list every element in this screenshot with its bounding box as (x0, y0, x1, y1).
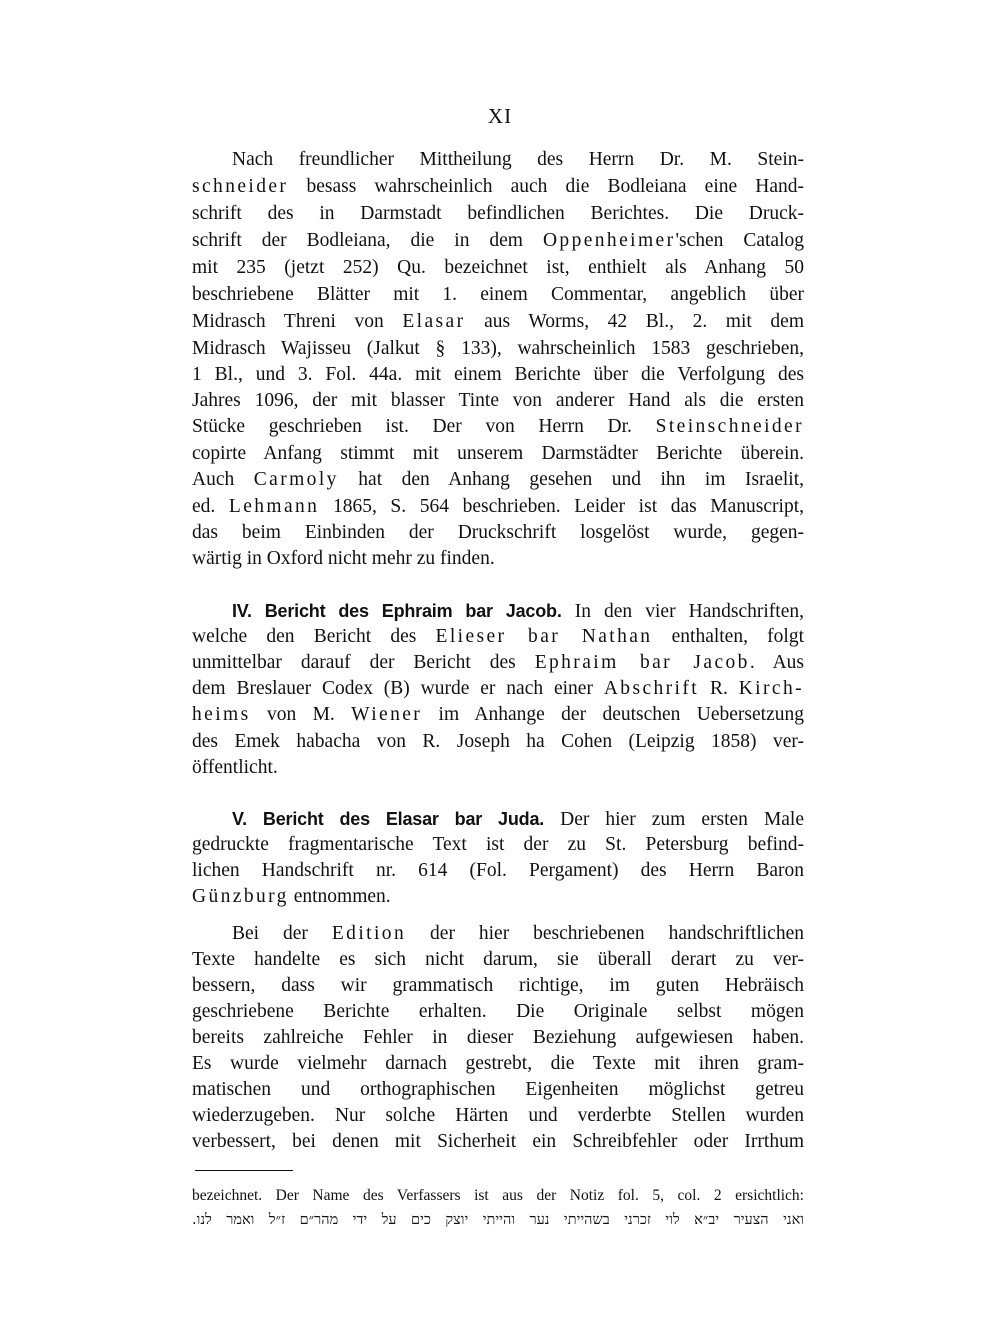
text-span: enthalten, folgt (652, 626, 804, 647)
text-line: Midrasch Wajisseu (Jalkut § 133), wahrscheinlich 1583 geschrieben, (192, 338, 804, 359)
text-line (192, 921, 804, 947)
text-line (192, 494, 804, 520)
text-line: gedruckte fragmentarische Text ist der zu St. Petersburg befind- (192, 834, 804, 855)
text-line: öffentlicht. (192, 757, 278, 778)
text-line: Texte handelte es sich nicht darum, sie überall derart zu ver- (192, 949, 804, 970)
text-line (192, 650, 804, 676)
section-heading-line (192, 598, 804, 624)
spaced-name: Wiener (351, 704, 423, 725)
section-heading: V. Bericht des Elasar bar Juda. (232, 809, 545, 829)
text-line: Es wurde vielmehr darnach gestrebt, die Texte mit ihren gram- (192, 1053, 804, 1074)
text-span: im Anhange der deutschen Uebersetzung (422, 704, 804, 725)
text-span: welche den Bericht des (192, 626, 436, 647)
spaced-name: Carmoly (253, 469, 339, 490)
text-line: geschriebene Berichte erhalten. Die Originale selbst mögen (192, 1001, 804, 1022)
text-span: von M. (250, 704, 352, 725)
text-span: Auch (192, 469, 254, 490)
text-span: 'schen Catalog (675, 230, 804, 251)
spaced-name: Elasar (402, 311, 466, 332)
text-line: Jahres 1096, der mit blasser Tinte von anderer Hand als die ersten (192, 390, 804, 411)
text-line (192, 624, 804, 650)
text-span: besass wahrscheinlich auch die Bodleiana eine Hand- (288, 176, 804, 197)
text-line (192, 309, 804, 335)
text-span: dem Breslauer Codex (B) wurde er nach einer (192, 678, 604, 699)
page-number: XI (487, 104, 513, 128)
text-span: ed. (192, 496, 229, 517)
spaced-name: schneider (192, 176, 289, 197)
footnote-hebrew-line: ואני הצעיר יב״א לוי זכרני בשהייתי נער והייתי יוצק כים על ידי מהר״ם ז״ל ואמר לנו. (192, 1212, 804, 1228)
footnote-rule (195, 1170, 293, 1171)
text-span: In den vier Handschriften, (561, 601, 804, 622)
spaced-name: Steinschneider (655, 416, 804, 437)
text-line: wärtig in Oxford nicht mehr zu finden. (192, 548, 495, 569)
spaced-name: Elieser bar Nathan (435, 626, 653, 647)
text-line (192, 414, 804, 440)
text-span: entnommen. (288, 886, 391, 907)
spaced-name: Oppenheimer (542, 230, 676, 251)
text-line: lichen Handschrift nr. 614 (Fol. Pergament) des Herrn Baron (192, 860, 804, 881)
text-line: wiederzugeben. Nur solche Härten und verderbte Stellen wurden (192, 1105, 804, 1126)
text-span: aus Worms, 42 Bl., 2. mit dem (465, 311, 804, 332)
text-line (192, 228, 804, 254)
text-span: Bei der (232, 923, 332, 944)
text-span: Der hier zum ersten Male (544, 809, 805, 830)
text-span: Nach freundlicher Mittheilung des Herrn Dr. M. Stein- (232, 149, 804, 170)
spaced-name: Edition (331, 923, 407, 944)
text-span: 1865, S. 564 beschrieben. Leider ist das Manuscript, (319, 496, 804, 517)
text-line: verbessert, bei denen mit Sicherheit ein Schreibfehler oder Irrthum (192, 1131, 804, 1152)
text-line: beschriebene Blätter mit 1. einem Commentar, angeblich über (192, 284, 804, 305)
text-line: schrift des in Darmstadt befindlichen Berichtes. Die Druck- (192, 203, 804, 224)
text-line: matischen und orthographischen Eigenheiten möglichst getreu (192, 1079, 804, 1100)
text-span: unmittelbar darauf der Bericht des (192, 652, 535, 673)
text-line: copirte Anfang stimmt mit unserem Darmstädter Berichte überein. (192, 443, 804, 464)
spaced-name: heims (192, 704, 251, 725)
text-line: das beim Einbinden der Druckschrift losgelöst wurde, gegen- (192, 522, 804, 543)
spaced-name: Lehmann (228, 496, 320, 517)
footnote-line: bezeichnet. Der Name des Verfassers ist aus der Notiz fol. 5, col. 2 ersichtlich: (192, 1187, 804, 1204)
text-line: 1 Bl., und 3. Fol. 44a. mit einem Berichte über die Verfolgung des (192, 364, 804, 385)
text-span: schrift der Bodleiana, die in dem (192, 230, 543, 251)
text-line: bereits zahlreiche Fehler in dieser Beziehung aufgewiesen haben. (192, 1027, 804, 1048)
section-heading: IV. Bericht des Ephraim bar Jacob. (232, 601, 562, 621)
text-line (192, 702, 804, 728)
text-line (192, 147, 804, 173)
text-line: bessern, dass wir grammatisch richtige, im guten Hebräisch (192, 975, 804, 996)
text-line: des Emek habacha von R. Joseph ha Cohen (Leipzig 1858) ver- (192, 731, 804, 752)
text-line (192, 676, 804, 702)
text-line (192, 884, 804, 910)
text-line: mit 235 (jetzt 252) Qu. bezeichnet ist, enthielt als Anhang 50 (192, 257, 804, 278)
text-span: hat den Anhang gesehen und ihn im Israelit, (338, 469, 804, 490)
spaced-name: Abschrift (603, 678, 700, 699)
text-span: R. (699, 678, 739, 699)
spaced-name: Kirch- (738, 678, 804, 699)
text-line (192, 174, 804, 200)
text-span: der hier beschriebenen handschriftlichen (406, 923, 804, 944)
spaced-name: Günzburg (192, 886, 289, 907)
text-span: Midrasch Threni von (192, 311, 403, 332)
section-heading-line (192, 806, 804, 832)
text-span: . Aus (749, 652, 804, 673)
text-line (192, 467, 804, 493)
spaced-name: Ephraim bar Jacob (534, 652, 750, 673)
text-span: Stücke geschrieben ist. Der von Herrn Dr. (192, 416, 656, 437)
